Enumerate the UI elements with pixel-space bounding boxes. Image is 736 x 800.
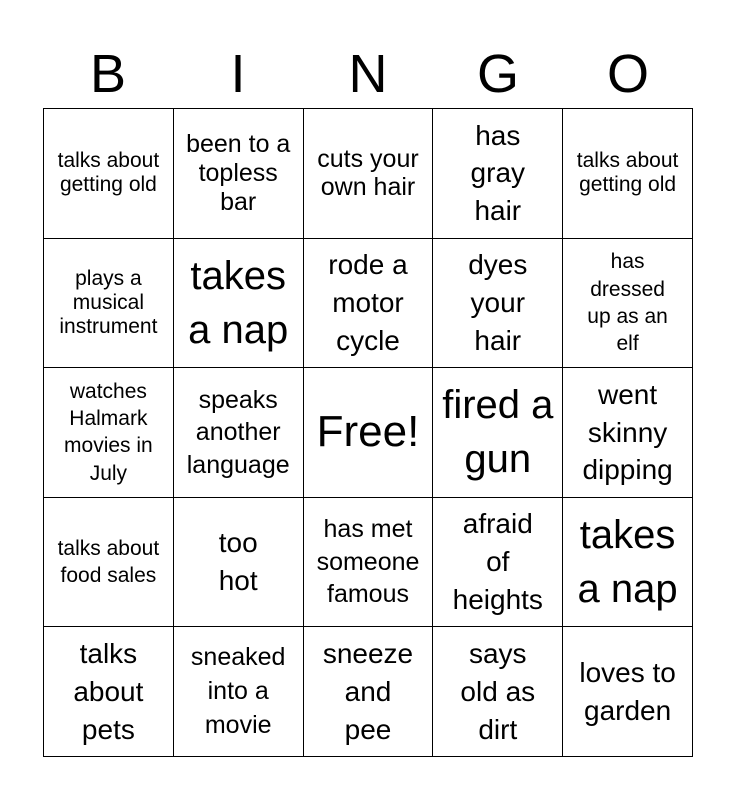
- free-space: Free!: [316, 407, 420, 457]
- cell-text: loves to garden: [579, 656, 676, 726]
- cell-text: sneaked into a movie: [190, 643, 286, 739]
- cell-text: plays a musical instrument: [59, 266, 158, 338]
- bingo-cell-r5-c4[interactable]: [433, 627, 563, 757]
- cell-text: watches Halmark movies in July: [64, 379, 153, 485]
- header-letter-g: G: [476, 44, 519, 104]
- cell-text: dyes your hair: [468, 249, 528, 356]
- cell-text: been to a topless bar: [186, 130, 291, 216]
- bingo-cell-r1-c3[interactable]: [304, 109, 434, 239]
- bingo-cell-r4-c2[interactable]: [174, 498, 304, 628]
- cell-text: talks about food sales: [57, 536, 160, 588]
- bingo-cell-r3-c1[interactable]: [44, 368, 174, 498]
- cell-text: has dressed up as an elf: [587, 250, 668, 356]
- bingo-cell-r2-c3[interactable]: [304, 239, 434, 369]
- cell-text: says old as dirt: [460, 638, 536, 745]
- cell-text: talks about getting old: [576, 149, 679, 197]
- bingo-header: [43, 40, 693, 108]
- bingo-cell-r3-c3[interactable]: [304, 368, 434, 498]
- bingo-grid: [43, 108, 693, 757]
- cell-text: sneeze and pee: [322, 638, 414, 745]
- cell-text: speaks another language: [186, 385, 290, 479]
- bingo-cell-r3-c4[interactable]: [433, 368, 563, 498]
- cell-text: talks about pets: [73, 638, 144, 745]
- bingo-cell-r4-c1[interactable]: [44, 498, 174, 628]
- bingo-cell-r4-c5[interactable]: [563, 498, 693, 628]
- cell-text: takes a nap: [577, 513, 678, 612]
- header-letter-n: N: [348, 44, 388, 104]
- cell-text: has met someone famous: [316, 515, 420, 609]
- cell-text: too hot: [218, 527, 258, 597]
- bingo-cell-r4-c3[interactable]: [304, 498, 434, 628]
- bingo-cell-r2-c5[interactable]: [563, 239, 693, 369]
- bingo-cell-r5-c2[interactable]: [174, 627, 304, 757]
- cell-text: went skinny dipping: [582, 378, 673, 486]
- cell-text: rode a motor cycle: [328, 249, 408, 356]
- cell-text: cuts your own hair: [317, 144, 419, 202]
- header-letter-i: I: [230, 44, 246, 104]
- bingo-cell-r3-c5[interactable]: [563, 368, 693, 498]
- bingo-cell-r5-c3[interactable]: [304, 627, 434, 757]
- bingo-cell-r2-c1[interactable]: [44, 239, 174, 369]
- bingo-cell-r1-c1[interactable]: [44, 109, 174, 239]
- bingo-cell-r3-c2[interactable]: [174, 368, 304, 498]
- header-letter-b: B: [89, 44, 127, 104]
- cell-text: has gray hair: [470, 119, 526, 227]
- header-letter-o: O: [606, 44, 649, 104]
- bingo-cell-r1-c5[interactable]: [563, 109, 693, 239]
- cell-text: afraid of heights: [452, 508, 543, 615]
- cell-text: fired a gun: [442, 383, 554, 482]
- bingo-cell-r2-c2[interactable]: [174, 239, 304, 369]
- cell-text: talks about getting old: [57, 149, 160, 197]
- bingo-cell-r4-c4[interactable]: [433, 498, 563, 628]
- bingo-cell-r2-c4[interactable]: [433, 239, 563, 369]
- cell-text: takes a nap: [188, 253, 289, 352]
- bingo-cell-r5-c1[interactable]: [44, 627, 174, 757]
- bingo-cell-r1-c2[interactable]: [174, 109, 304, 239]
- bingo-cell-r1-c4[interactable]: [433, 109, 563, 239]
- bingo-cell-r5-c5[interactable]: [563, 627, 693, 757]
